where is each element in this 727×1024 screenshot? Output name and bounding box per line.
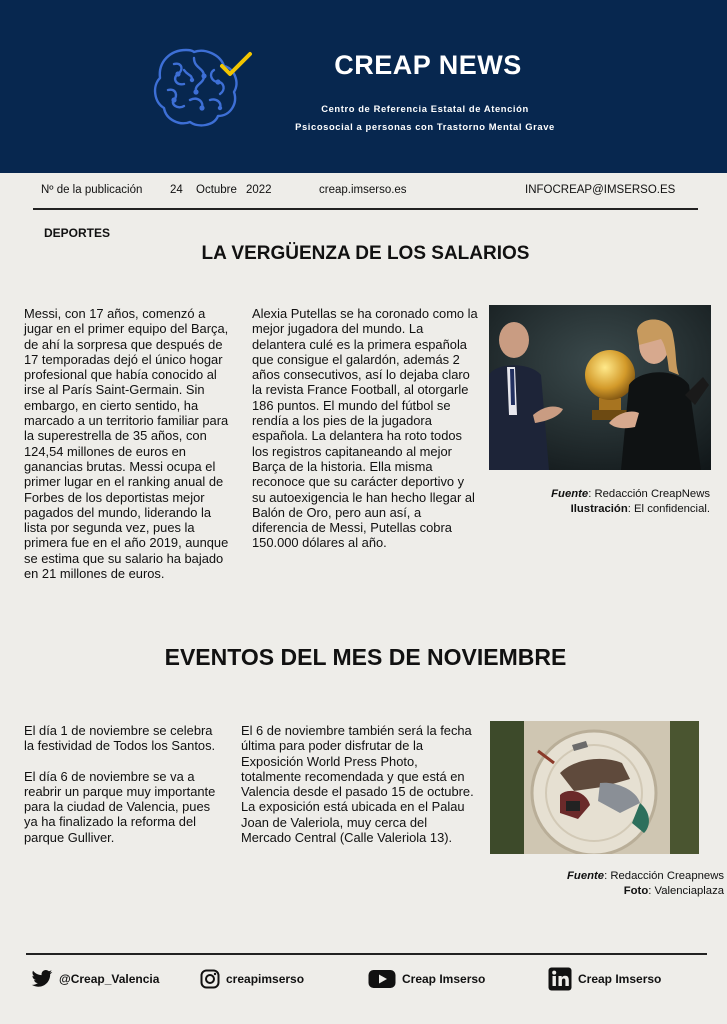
linkedin-page: Creap Imserso bbox=[578, 972, 662, 986]
article2-column2 bbox=[241, 723, 479, 845]
footer-divider bbox=[26, 953, 707, 955]
caption-illustration: : El confidencial. bbox=[627, 502, 710, 515]
twitter-handle: @Creap_Valencia bbox=[59, 972, 160, 986]
headline-eventos: EVENTOS DEL MES DE NOVIEMBRE bbox=[164, 644, 567, 670]
publication-info-bar bbox=[33, 176, 698, 210]
exhibition-illustration bbox=[490, 721, 699, 854]
caption2-source: : Redacción Creapnews bbox=[604, 870, 724, 882]
article2-col2-para1: El 6 de noviembre también será la fecha última para poder disfrutar de la Exposición World Press Photo, totalmente recomendada y que está en Valencia desde el pasado 15 de octubre. bbox=[241, 723, 474, 800]
article2-column1 bbox=[24, 723, 220, 845]
website-link[interactable]: creap.imserso.es bbox=[319, 184, 407, 196]
caption-illustration-label: Ilustración bbox=[570, 502, 628, 515]
linkedin-icon bbox=[548, 967, 572, 991]
caption-source-label: Fuente bbox=[551, 488, 589, 500]
caption2-photo: : Valenciaplaza bbox=[648, 884, 724, 897]
headline-salarios: LA VERGÜENZA DE LOS SALARIOS bbox=[201, 243, 530, 264]
photo-ballon-dor bbox=[489, 305, 711, 470]
publication-day: 24 bbox=[170, 184, 183, 196]
instagram-handle: creapimserso bbox=[226, 972, 305, 986]
instagram-link[interactable] bbox=[200, 962, 304, 996]
publication-month: Octubre bbox=[196, 184, 237, 196]
article1-column2: Alexia Putellas se ha coronado como la mejor jugadora del mundo. La delantera culé es la primera española que consigue el galardón, además 2 años consecutivos, así lo dejaba claro la revista France Football, al otorgarle 186 puntos. El mundo del fútbol se rendía a los pies de la jugadora española. La delantera ha roto todos los registros capitaneando al mejor Barça de la historia. Ella misma reconoce que su carácter deportivo y su autoexigencia le han hecho llegar al Balón de Oro, pero aun así, a diferencia de Messi, Putellas cobra 150.000 dólares al año. bbox=[252, 306, 478, 551]
masthead-title: CREAP NEWS bbox=[334, 50, 522, 80]
caption-source: : Redacción CreapNews bbox=[588, 488, 710, 500]
section-label-deportes: DEPORTES bbox=[44, 226, 111, 240]
article2-col1-para2: El día 6 de noviembre se va a reabrir un parque muy importante para la ciudad de Valencia, pues ya ha finalizado la reforma del parque Gulliver. bbox=[24, 768, 216, 845]
photo-exhibition bbox=[490, 721, 699, 854]
twitter-icon bbox=[31, 969, 53, 989]
article2-col2-para2: La exposición está ubicada en el Palau Joan de Valeriola, muy cerca del Mercado Central (Calle Valeriola 13). bbox=[241, 799, 465, 846]
youtube-channel: Creap Imserso bbox=[402, 972, 486, 986]
youtube-icon bbox=[368, 969, 396, 989]
publication-year: 2022 bbox=[246, 184, 272, 196]
twitter-link[interactable] bbox=[31, 962, 159, 996]
brain-logo-icon bbox=[148, 40, 254, 132]
email-link[interactable]: INFOCREAP@IMSERSO.ES bbox=[525, 184, 676, 196]
caption2-source-label: Fuente bbox=[567, 870, 605, 882]
masthead-subtitle-line1: Centro de Referencia Estatal de Atención bbox=[321, 103, 529, 114]
article1-column1: Messi, con 17 años, comenzó a jugar en el primer equipo del Barça, de ahí la sorpresa que después de 17 temporadas dejó el único hogar profesional que había conocido al irse al París Saint-Germain. Sin embargo, en cierto sentido, ha marcado a un territorio familiar para la superestrella de 35 años, con 124,54 millones de euros en ganancias brutas. Messi ocupa el primer lugar en el ranking anual de Forbes de los deportistas mejor pagados del mundo, liderando la lista por segunda vez, pues la primera fue en el año 2019, aunque se estima que su salario ha bajado en 21 millones de euros. bbox=[24, 306, 229, 582]
article2-caption bbox=[480, 869, 724, 898]
ballon-dor-illustration bbox=[489, 305, 711, 470]
masthead bbox=[0, 0, 727, 173]
caption2-photo-label: Foto bbox=[623, 884, 649, 897]
masthead-subtitle bbox=[240, 100, 610, 136]
publication-number-label: Nº de la publicación bbox=[41, 184, 143, 196]
article2-col1-para1: El día 1 de noviembre se celebra la festividad de Todos los Santos. bbox=[24, 723, 216, 754]
masthead-subtitle-line2: Psicosocial a personas con Trastorno Mental Grave bbox=[295, 121, 555, 132]
youtube-link[interactable] bbox=[368, 962, 485, 996]
instagram-icon bbox=[200, 969, 220, 989]
linkedin-link[interactable] bbox=[548, 962, 661, 996]
article1-caption bbox=[480, 487, 710, 516]
